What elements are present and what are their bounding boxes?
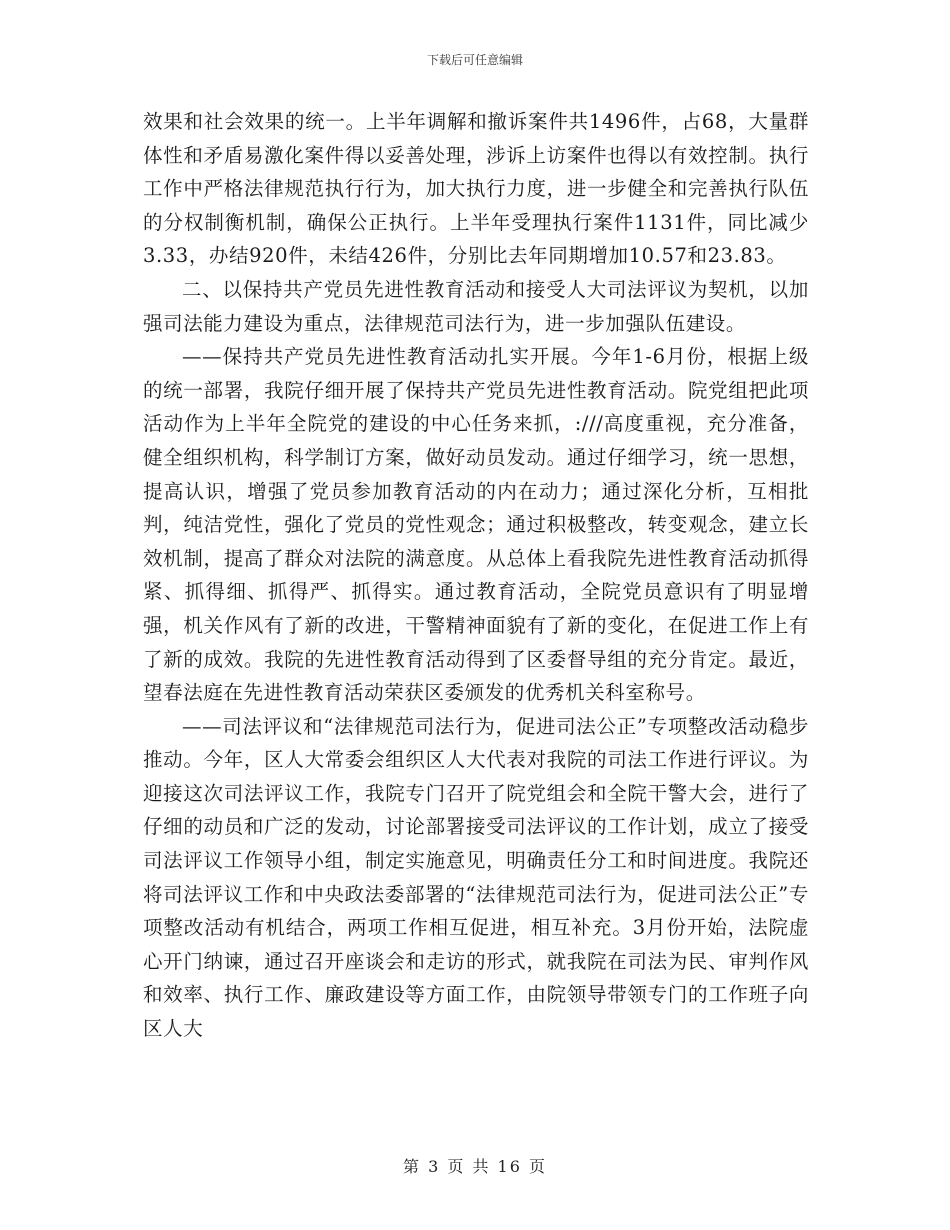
page-footer: 第 3 页 共 16 页 (403, 1157, 547, 1176)
paragraph-judicial-review: ——司法评议和“法律规范司法行为，促进司法公正”专项整改活动稳步推动。今年，区人大常委会组织区人大代表对我院的司法工作进行评议。为迎接这次司法评议工作，我院专门召开了院党组会和全院干警大会，进行了仔细的动员和广泛的发动，讨论部署接受司法评议的工作计划，成立了接受司法评议工作领导小组，制定实施意见，明确责任分工和时间进度。我院还将司法评议工作和中央政法委部署的“法律规范司法行为，促进司法公正”专项整改活动有机结合，两项工作相互促进，相互补充。3月份开始，法院虚心开门纳谏，通过召开座谈会和走访的形式，就我院在司法为民、审判作风和效率、执行工作、廉政建设等方面工作，由院领导带领专门的工作班子向区人大 (143, 714, 809, 1041)
document-body (143, 105, 809, 1046)
paragraph-section-heading: 二、以保持共产党员先进性教育活动和接受人大司法评议为契机，以加强司法能力建设为重点，法律规范司法行为，进一步加强队伍建设。 (143, 277, 809, 335)
page-header: 下载后可任意编辑 (426, 53, 523, 67)
paragraph-continuation: 效果和社会效果的统一。上半年调解和撤诉案件共1496件，占68，大量群体性和矛盾易激化案件得以妥善处理，涉诉上访案件也得以有效控制。执行工作中严格法律规范执行行为，加大执行力度，进一步健全和完善执行队伍的分权制衡机制，确保公正执行。上半年受理执行案件1131件，同比减少3.33，办结920件，未结426件，分别比去年同期增加10.57和23.83。 (143, 110, 809, 268)
paragraph-education-activity: ——保持共产党员先进性教育活动扎实开展。今年1-6月份，根据上级的统一部署，我院仔细开展了保持共产党员先进性教育活动。院党组把此项活动作为上半年全院党的建设的中心任务来抓，:///高度重视，充分准备，健全组织机构，科学制订方案，做好动员发动。通过仔细学习，统一思想，提高认识，增强了党员参加教育活动的内在动力；通过深化分析，互相批判，纯洁党性，强化了党员的党性观念；通过积极整改，转变观念，建立长效机制，提高了群众对法院的满意度。从总体上看我院先进性教育活动抓得紧、抓得细、抓得严、抓得实。通过教育活动，全院党员意识有了明显增强，机关作风有了新的改进，干警精神面貌有了新的变化，在促进工作上有了新的成效。我院的先进性教育活动得到了区委督导组的充分肯定。最近，望春法庭在先进性教育活动荣获区委颁发的优秀机关科室称号。 (143, 345, 809, 705)
